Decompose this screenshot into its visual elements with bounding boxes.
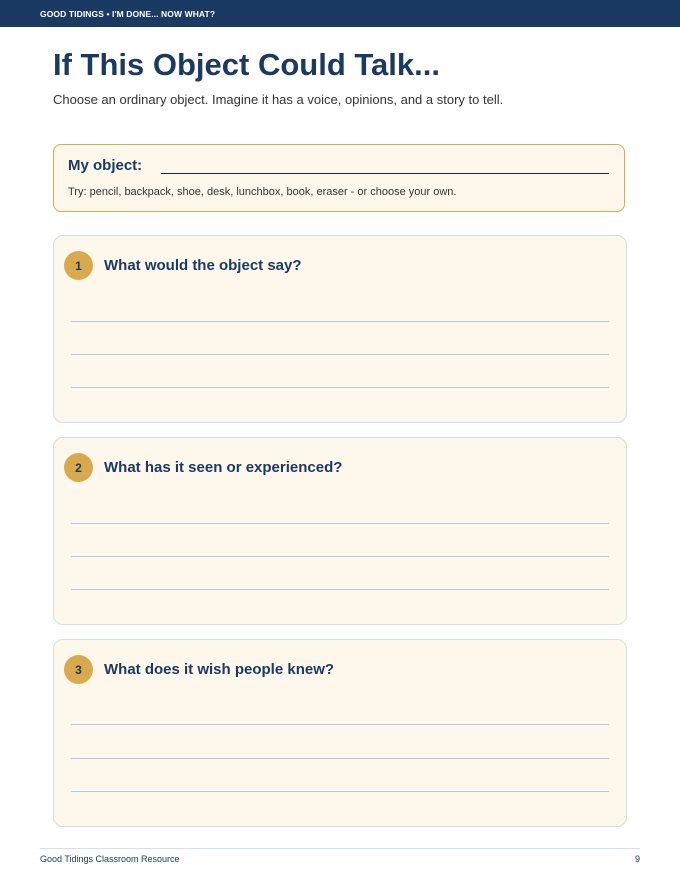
question-number-badge: 3 (64, 655, 93, 684)
footer-divider (40, 848, 640, 849)
question-text: What does it wish people knew? (104, 661, 335, 678)
my-object-write-line[interactable] (161, 173, 609, 174)
answer-line[interactable] (71, 354, 609, 355)
question-card-1 (53, 235, 627, 423)
question-card-2 (53, 437, 627, 625)
question-card-3 (53, 639, 627, 827)
answer-line[interactable] (71, 758, 609, 759)
header-banner (0, 0, 680, 27)
question-number-badge: 2 (64, 453, 93, 482)
answer-line[interactable] (71, 556, 609, 557)
header-banner-text: GOOD TIDINGS • I'M DONE... NOW WHAT? (40, 9, 216, 19)
my-object-label: My object: (68, 157, 143, 174)
page-title: If This Object Could Talk... (53, 47, 440, 82)
my-object-box (53, 144, 625, 212)
answer-line[interactable] (71, 387, 609, 388)
answer-line[interactable] (71, 589, 609, 590)
question-text: What has it seen or experienced? (104, 459, 343, 476)
footer-resource-label: Good Tidings Classroom Resource (40, 854, 180, 864)
answer-line[interactable] (71, 791, 609, 792)
question-text: What would the object say? (104, 257, 302, 274)
my-object-hint: Try: pencil, backpack, shoe, desk, lunchbox, book, eraser - or choose your own. (68, 186, 457, 198)
page-number: 9 (634, 854, 640, 864)
answer-line[interactable] (71, 321, 609, 322)
question-number-badge: 1 (64, 251, 93, 280)
page-subtitle: Choose an ordinary object. Imagine it has a voice, opinions, and a story to tell. (53, 92, 504, 107)
answer-line[interactable] (71, 724, 609, 725)
answer-line[interactable] (71, 523, 609, 524)
